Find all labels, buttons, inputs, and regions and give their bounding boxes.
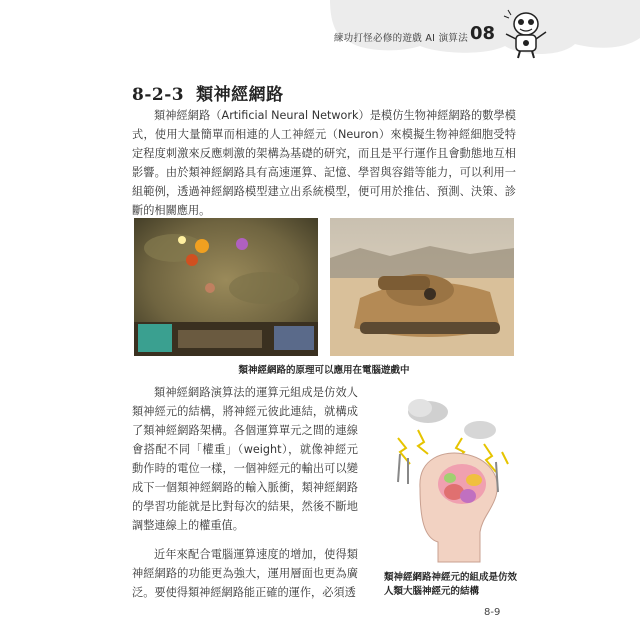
page-number: 8-9 xyxy=(484,607,501,618)
caption-game-images: 類神經網路的原理可以應用在電腦遊戲中 xyxy=(238,365,410,376)
caption-brain: 類神經網路神經元的組成是仿效人類大腦神經元的結構 xyxy=(384,572,518,597)
chapter-number: 08 xyxy=(470,23,496,44)
section-number: 8-2-3 xyxy=(132,85,185,105)
robot-mascot-icon xyxy=(502,6,550,60)
brain-neuron-illustration xyxy=(384,392,520,564)
paragraph-recent-advances: 近年來配合電腦運算速度的增加，使得類神經網路的功能更為強大，運用層面也更為廣泛。要使得類神經網路能正確的運作，必須透 xyxy=(132,548,358,599)
game-screenshot-rpg xyxy=(134,218,318,356)
section-title-text: 類神經網路 xyxy=(196,85,284,105)
game-screenshot-tank xyxy=(330,218,514,356)
paragraph-neuron-structure: 類神經網路演算法的運算元組成是仿效人類神經元的結構，將神經元彼此連結，就構成了類神經網路架構。各個運算單元之間的連線會搭配不同「權重」（weight），就像神經元動作時的電位一樣，一個神經元的輸出可以變成下一個類神經網路的輸入脈衝，類神經網路的學習功能就是比對每次的結果，然後不斷地調整連線上的權重值。 xyxy=(132,386,358,532)
paragraph-intro: 類神經網路（Artificial Neural Network）是模仿生物神經網路的數學模式，使用大量簡單而相連的人工神經元（Neuron）來模擬生物神經細胞受特定程度刺激來反應刺激的架構為基礎的研究，而且是平行運作且會動態地互相影響。由於類神經網路具有高速運算、記憶、學習與容錯等能力，可以利用一組範例，透過神經網路模型建立出系統模型，便可用於推估、預測、決策、診斷的相關應用。 xyxy=(132,109,516,217)
section-heading xyxy=(132,80,284,105)
header-book-title: 練功打怪必修的遊戲 AI 演算法 xyxy=(333,33,468,44)
